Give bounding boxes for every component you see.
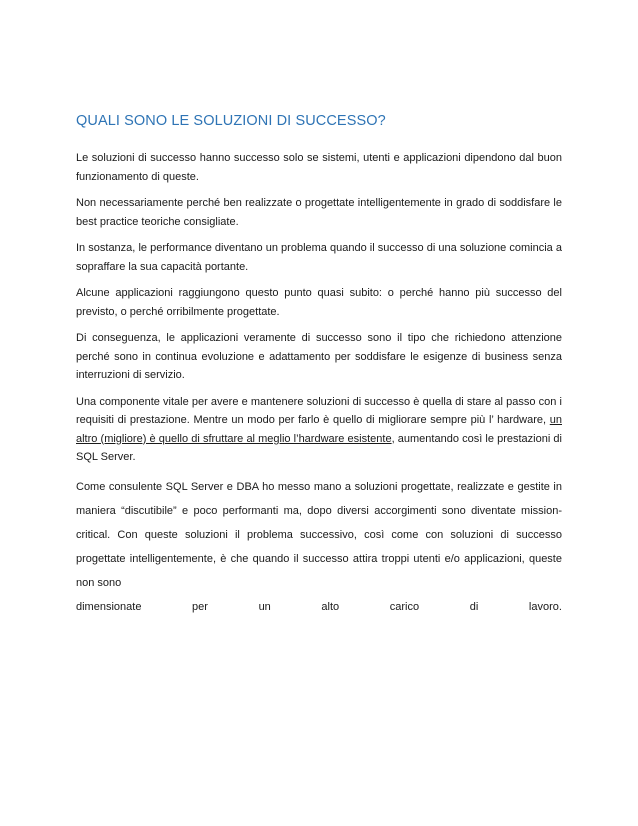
underlined-phrase: un altro (migliore) è quello di sfruttare al meglio l’hardware esistente [76, 414, 562, 445]
section-heading: QUALI SONO LE SOLUZIONI DI SUCCESSO? [76, 113, 386, 129]
paragraph-2: Non necessariamente perché ben realizzate o progettate intelligentemente in grado di soddisfare le best practice teoriche consigliate. [76, 197, 562, 228]
paragraph-5: Di conseguenza, le applicazioni veramente di successo sono il tipo che richiedono attenzione perché sono in continua evoluzione e adattamento per soddisfare le esigenze di business senza interruzioni di servizio. [76, 332, 562, 381]
word: carico [389, 600, 420, 613]
paragraph-1: Le soluzioni di successo hanno successo solo se sistemi, utenti e applicazioni dipendono dal buon funzionamento di queste. [76, 152, 562, 183]
paragraph-3: In sostanza, le performance diventano un problema quando il successo di una soluzione comincia a sopraffare la sua capacità portante. [76, 242, 562, 273]
paragraph-4: Alcune applicazioni raggiungono questo punto quasi subito: o perché hanno più successo del previsto, o perché orribilmente progettate. [76, 287, 562, 318]
paragraph-6 [76, 393, 562, 467]
word: un [258, 600, 271, 613]
paragraph-7-last-line [76, 595, 562, 619]
word: alto [321, 600, 340, 613]
word: per [192, 600, 208, 613]
paragraph-7-text: Come consulente SQL Server e DBA ho messo mano a soluzioni progettate, realizzate e gestite in maniera “discutibile” e poco performanti ma, dopo diversi accorgimenti sono diventate mission-critical. Con queste soluzioni il problema successivo, così come con soluzioni di successo progettate intelligentemente, è che quando il successo attira troppi utenti e/o applicazioni, queste non sono [76, 480, 562, 589]
paragraph-6-text: Una componente vitale per avere e mantenere soluzioni di successo è quella di stare al passo con i requisiti di prestazione. Mentre un modo per farlo è quello di migliorare sempre più l’ hardware, [76, 395, 562, 426]
word: dimensionate [76, 600, 142, 613]
word: di [469, 600, 479, 613]
paragraph-6-end: , aumentando così le prestazioni di SQL Server. [76, 432, 562, 463]
paragraph-7 [76, 475, 562, 595]
word: lavoro. [528, 600, 562, 613]
